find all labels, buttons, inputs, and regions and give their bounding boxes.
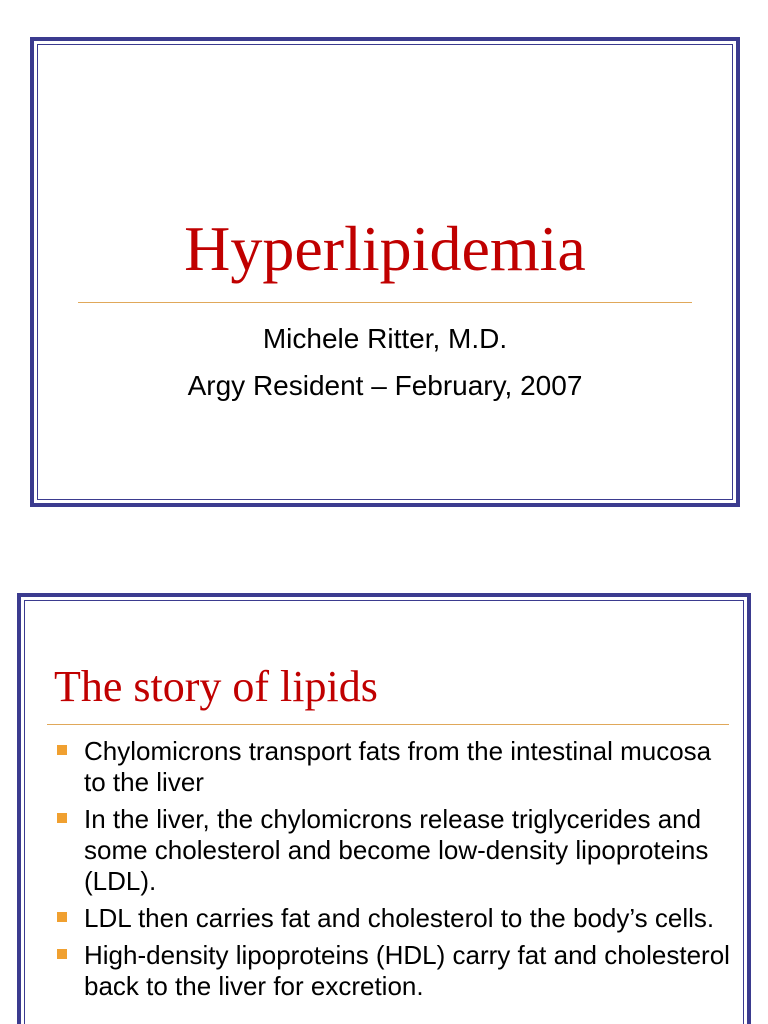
bullet-text: In the liver, the chylomicrons release triglycerides and some cholesterol and become low-density lipoproteins (LDL). [84,804,709,896]
slide-title: The story of lipids [54,662,378,711]
bullet-text: LDL then carries fat and cholesterol to the body’s cells. [84,903,715,933]
title-divider [78,302,692,303]
square-bullet-icon [57,813,67,823]
content-slide [17,593,751,1024]
square-bullet-icon [57,949,67,959]
affiliation-date-line: Argy Resident – February, 2007 [187,370,583,401]
title-slide [30,37,740,507]
slide-title: Hyperlipidemia [184,213,586,284]
bullet-item [54,940,734,1002]
bullet-list [54,736,734,1008]
author-line: Michele Ritter, M.D. [262,323,508,354]
bullet-item [54,903,734,934]
square-bullet-icon [57,745,67,755]
bullet-item [54,804,734,897]
bullet-item [54,736,734,798]
square-bullet-icon [57,912,67,922]
title-divider [47,724,729,725]
bullet-text: High-density lipoproteins (HDL) carry fat and cholesterol back to the liver for excretion. [84,940,730,1001]
bullet-text: Chylomicrons transport fats from the intestinal mucosa to the liver [84,736,712,797]
